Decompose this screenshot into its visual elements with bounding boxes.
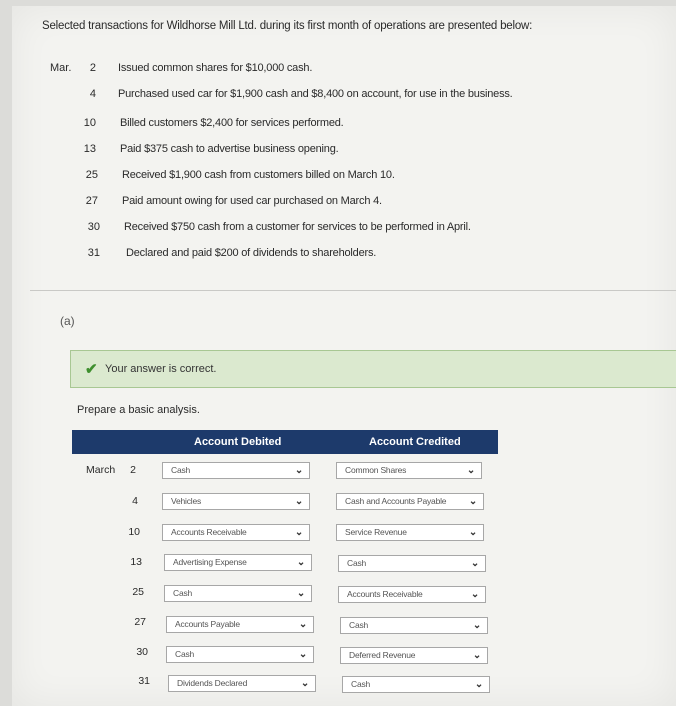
instruction-text: Prepare a basic analysis. <box>77 404 200 416</box>
transaction-text: Billed customers $2,400 for services performed. <box>120 117 344 129</box>
chevron-down-icon: ⌄ <box>468 496 477 507</box>
chevron-down-icon: ⌄ <box>294 527 303 538</box>
transaction-text: Paid $375 cash to advertise business opening. <box>120 143 339 155</box>
chevron-down-icon: ⌄ <box>300 678 309 689</box>
account-credited-select[interactable] <box>340 647 488 664</box>
row-day: 30 <box>136 646 148 658</box>
selected-value: Cash <box>351 679 371 689</box>
transaction-day: 4 <box>89 88 96 100</box>
row-day: 27 <box>134 616 146 628</box>
row-day: 25 <box>132 586 144 598</box>
feedback-banner <box>70 350 676 388</box>
transaction-text: Received $750 cash from a customer for services to be performed in April. <box>124 221 471 233</box>
selected-value: Advertising Expense <box>173 557 247 567</box>
transaction-text: Received $1,900 cash from customers billed on March 10. <box>122 169 395 181</box>
selected-value: Deferred Revenue <box>349 650 416 660</box>
column-header-credited: Account Credited <box>369 436 461 448</box>
chevron-down-icon: ⌄ <box>296 557 305 568</box>
chevron-down-icon: ⌄ <box>472 620 481 631</box>
transaction-day: 10 <box>83 117 96 129</box>
account-debited-select[interactable] <box>168 675 316 692</box>
row-day: 13 <box>130 556 142 568</box>
row-day: 31 <box>138 675 150 687</box>
selected-value: Cash and Accounts Payable <box>345 496 447 506</box>
selected-value: Cash <box>171 465 191 475</box>
question-sheet <box>12 6 676 706</box>
transaction-day: 30 <box>87 221 100 233</box>
transaction-day: 31 <box>87 247 100 259</box>
row-month: March <box>86 464 116 476</box>
section-divider <box>30 290 676 291</box>
account-debited-select[interactable] <box>162 493 310 510</box>
account-credited-select[interactable] <box>340 617 488 634</box>
selected-value: Accounts Receivable <box>347 589 423 599</box>
transaction-day: 2 <box>89 62 96 74</box>
account-credited-select[interactable] <box>336 462 482 479</box>
selected-value: Cash <box>173 588 193 598</box>
account-debited-select[interactable] <box>166 616 314 633</box>
account-credited-select[interactable] <box>338 555 486 572</box>
selected-value: Cash <box>347 558 367 568</box>
account-debited-select[interactable] <box>162 524 310 541</box>
table-header <box>72 430 498 454</box>
chevron-down-icon: ⌄ <box>470 558 479 569</box>
account-debited-select[interactable] <box>164 554 312 571</box>
chevron-down-icon: ⌄ <box>474 679 483 690</box>
transaction-text: Issued common shares for $10,000 cash. <box>118 62 313 74</box>
selected-value: Vehicles <box>171 496 202 506</box>
transaction-day: 27 <box>85 195 98 207</box>
intro-text: Selected transactions for Wildhorse Mill Ltd. during its first month of operations are presented below: <box>42 20 533 32</box>
chevron-down-icon: ⌄ <box>470 589 479 600</box>
account-credited-select[interactable] <box>342 676 490 693</box>
account-credited-select[interactable] <box>338 586 486 603</box>
account-debited-select[interactable] <box>164 585 312 602</box>
account-debited-select[interactable] <box>166 646 314 663</box>
chevron-down-icon: ⌄ <box>298 619 307 630</box>
selected-value: Accounts Receivable <box>171 527 247 537</box>
column-header-debited: Account Debited <box>194 436 282 448</box>
selected-value: Cash <box>175 649 195 659</box>
transaction-month: Mar. <box>50 62 72 74</box>
row-day: 4 <box>132 495 138 507</box>
feedback-message: Your answer is correct. <box>105 363 217 375</box>
account-credited-select[interactable] <box>336 524 484 541</box>
transaction-day: 13 <box>83 143 96 155</box>
selected-value: Common Shares <box>345 465 407 475</box>
chevron-down-icon: ⌄ <box>466 465 475 476</box>
chevron-down-icon: ⌄ <box>294 465 303 476</box>
account-debited-select[interactable] <box>162 462 310 479</box>
chevron-down-icon: ⌄ <box>468 527 477 538</box>
transaction-text: Paid amount owing for used car purchased on March 4. <box>122 195 382 207</box>
selected-value: Dividends Declared <box>177 678 248 688</box>
row-day: 10 <box>128 526 140 538</box>
transaction-day: 25 <box>85 169 98 181</box>
check-icon: ✔ <box>85 361 98 378</box>
selected-value: Accounts Payable <box>175 619 240 629</box>
part-label: (a) <box>60 314 75 328</box>
chevron-down-icon: ⌄ <box>296 588 305 599</box>
selected-value: Service Revenue <box>345 527 407 537</box>
chevron-down-icon: ⌄ <box>472 650 481 661</box>
chevron-down-icon: ⌄ <box>294 496 303 507</box>
selected-value: Cash <box>349 620 369 630</box>
row-day: 2 <box>130 464 136 476</box>
account-credited-select[interactable] <box>336 493 484 510</box>
transaction-text: Declared and paid $200 of dividends to shareholders. <box>126 247 377 259</box>
transaction-text: Purchased used car for $1,900 cash and $8,400 on account, for use in the business. <box>118 88 513 100</box>
chevron-down-icon: ⌄ <box>298 649 307 660</box>
